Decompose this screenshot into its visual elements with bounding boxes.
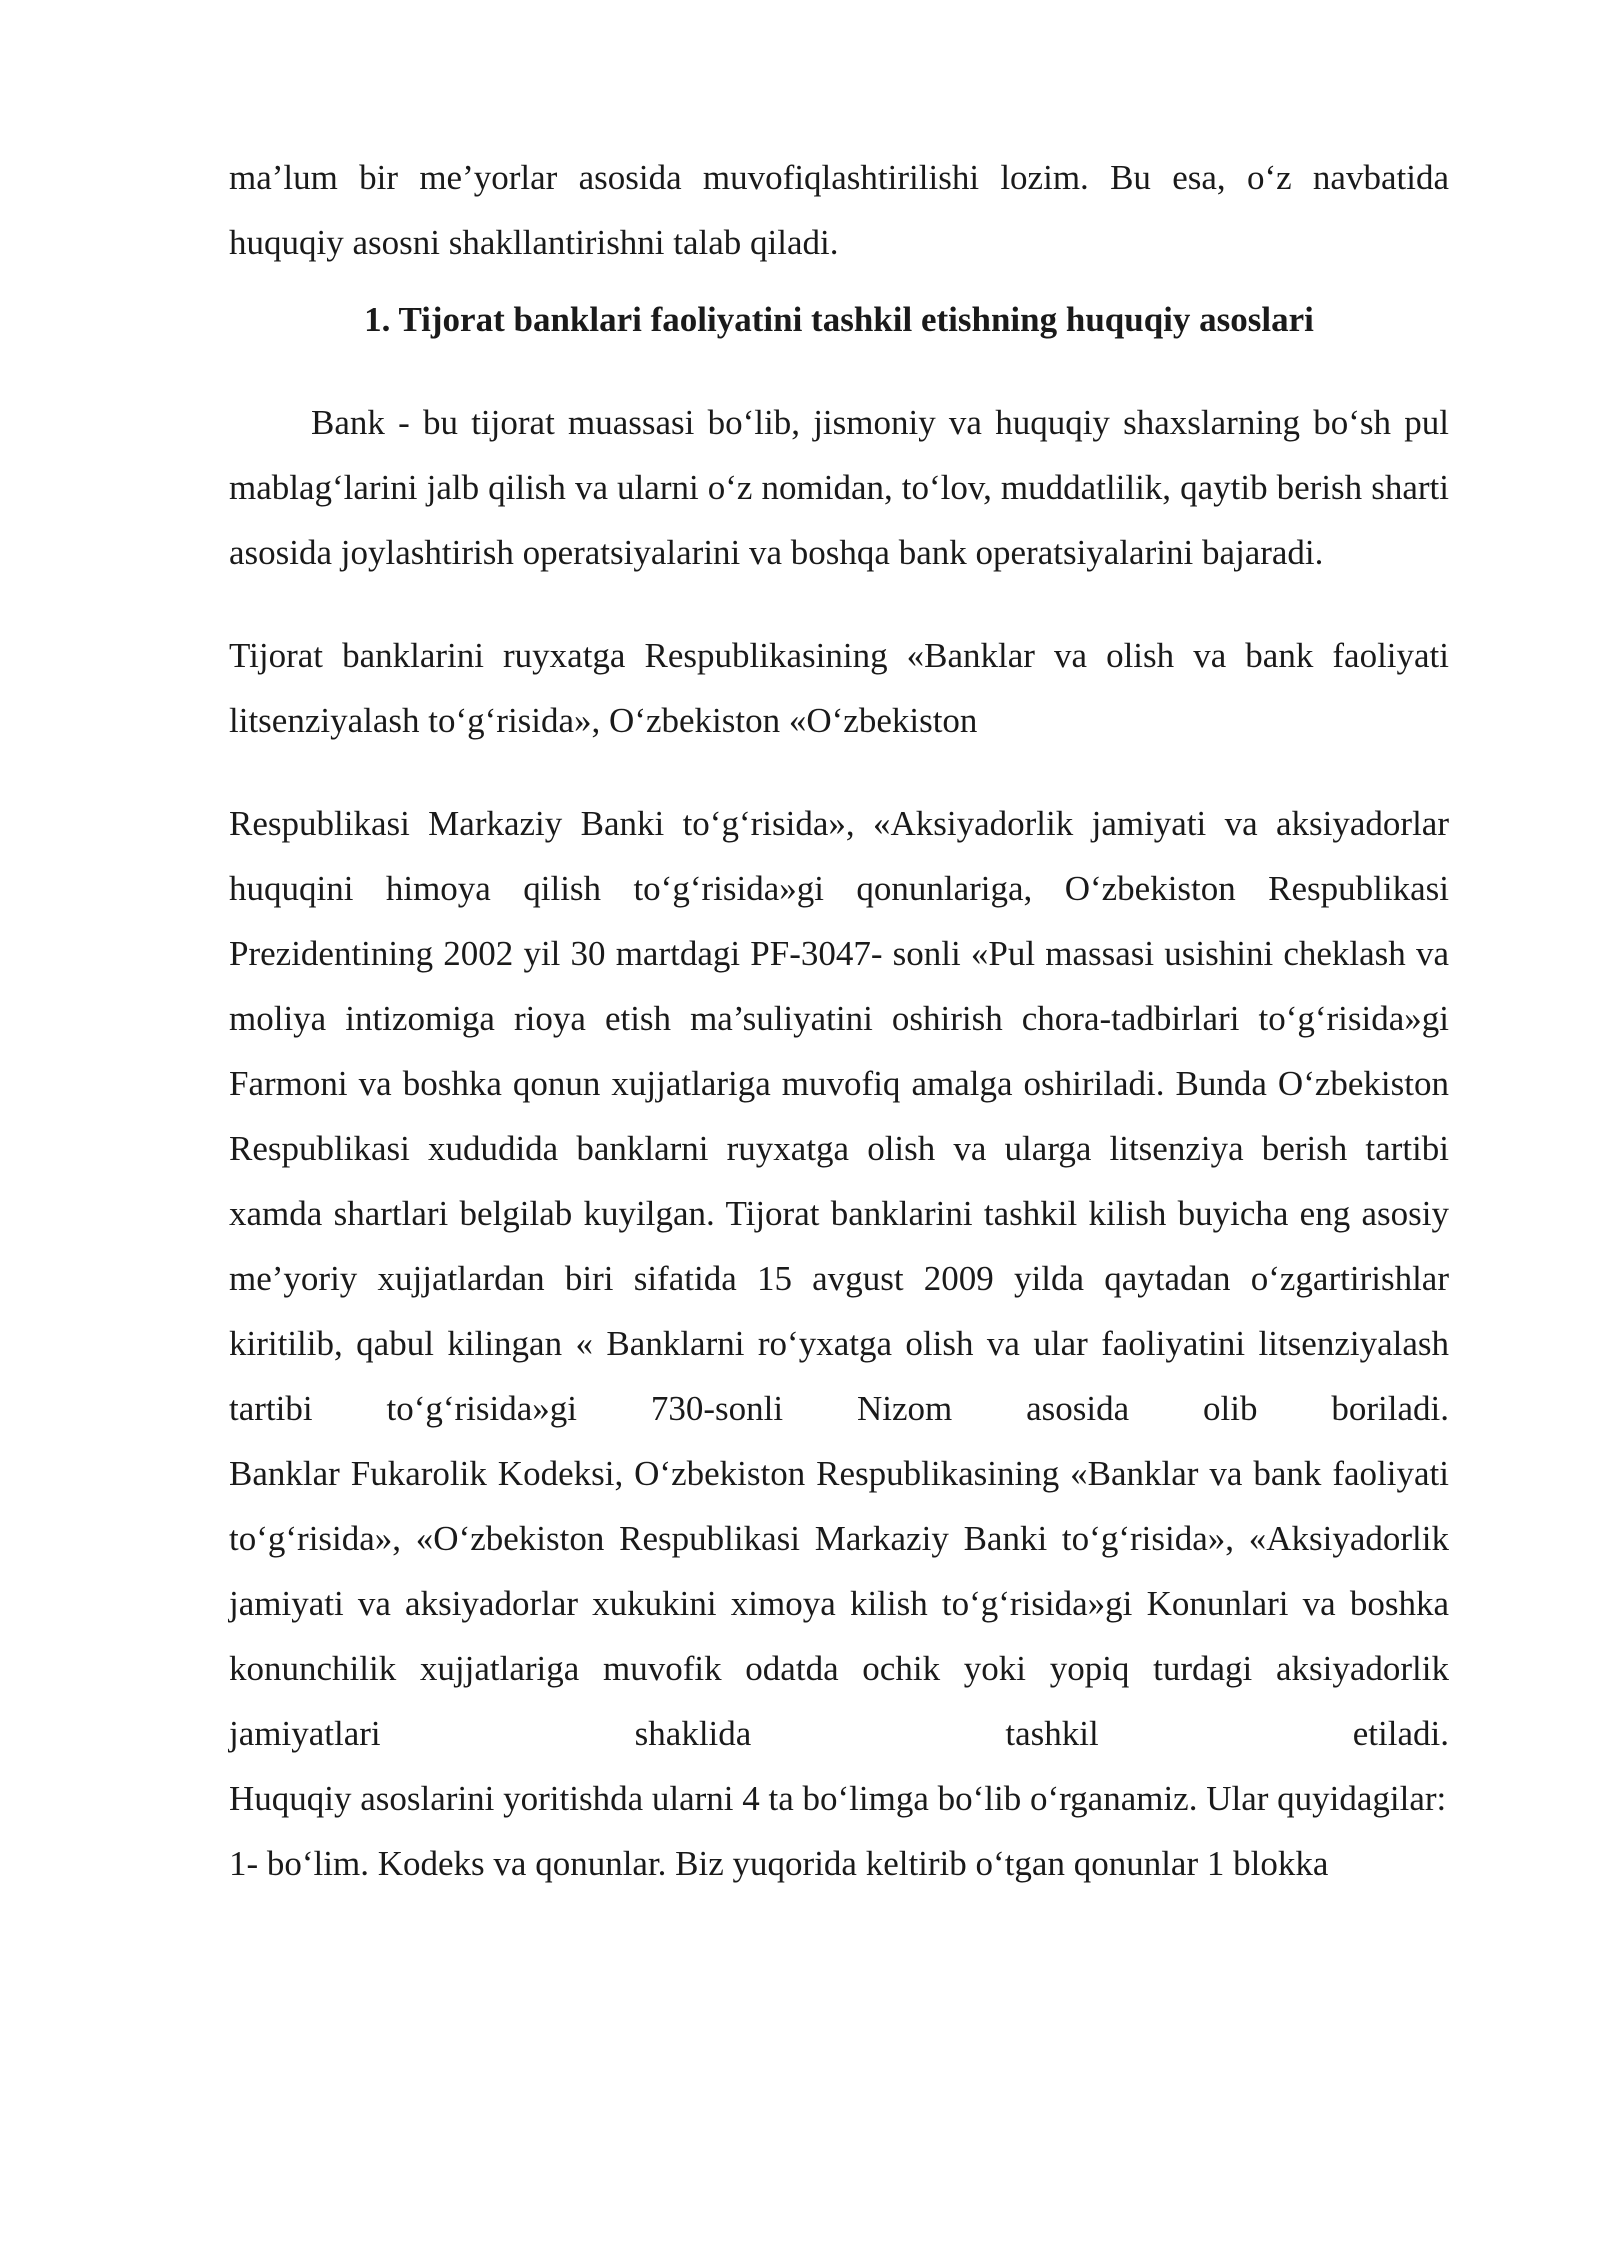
paragraph-intro: ma’lum bir me’yorlar asosida muvofiqlashtirilishi lozim. Bu esa, o‘z navbatida huquqiy asosni shakllantirishni talab qiladi.	[229, 158, 1449, 262]
page-content	[229, 145, 1449, 1896]
paragraph-bank-definition: Bank - bu tijorat muassasi bo‘lib, jismoniy va huquqiy shaxslarning bo‘sh pul mablag‘larini jalb qilish va ularni o‘z nomidan, to‘lov, muddatlilik, qaytib berish sharti asosida joylashtirish operatsiyalarini va boshqa bank operatsiyalarini bajaradi.	[229, 403, 1449, 572]
section-heading: 1. Tijorat banklari faoliyatini tashkil etishning huquqiy asoslari	[364, 300, 1314, 339]
paragraph-registration: Tijorat banklarini ruyxatga Respublikasining «Banklar va olish va bank faoliyati litsenziyalash to‘g‘risida», O‘zbekiston «O‘zbekiston	[229, 636, 1449, 740]
paragraph-legal-basis: Respublikasi Markaziy Banki to‘g‘risida», «Aksiyadorlik jamiyati va aksiyadorlar huquqini himoya qilish to‘g‘risida»gi qonunlariga, O‘zbekiston Respublikasi Prezidentining 2002 yil 30 martdagi PF-3047- sonli «Pul massasi usishini cheklash va moliya intizomiga rioya etish ma’suliyatini oshirish chora-tadbirlari to‘g‘risida»gi Farmoni va boshka qonun xujjatlariga muvofiq amalga oshiriladi. Bunda O‘zbekiston Respublikasi xududida banklarni ruyxatga olish va ularga litsenziya berish tartibi xamda shartlari belgilab kuyilgan. Tijorat banklarini tashkil kilish buyicha eng asosiy me’yoriy xujjatlardan biri sifatida 15 avgust 2009 yilda qaytadan o‘zgartirishlar kiritilib, qabul kilingan « Banklarni ro‘yxatga olish va ular faoliyatini litsenziyalash tartibi to‘g‘risida»gi 730-sonli Nizom asosida olib boriladi.	[229, 804, 1449, 1428]
paragraph-civil-code: Banklar Fukarolik Kodeksi, O‘zbekiston Respublikasining «Banklar va bank faoliyati to‘g‘risida», «O‘zbekiston Respublikasi Markaziy Banki to‘g‘risida», «Aksiyadorlik jamiyati va aksiyadorlar xukukini ximoya kilish to‘g‘risida»gi Konunlari va boshka konunchilik xujjatlariga muvofik odatda ochik yoki yopiq turdagi aksiyadorlik jamiyatlari shaklida tashkil etiladi.	[229, 1454, 1449, 1753]
paragraph-sections: Huquqiy asoslarini yoritishda ularni 4 ta bo‘limga bo‘lib o‘rganamiz. Ular quyidagilar:	[229, 1779, 1447, 1818]
paragraph-section-one: 1- bo‘lim. Kodeks va qonunlar. Biz yuqorida keltirib o‘tgan qonunlar 1 blokka	[229, 1844, 1329, 1883]
